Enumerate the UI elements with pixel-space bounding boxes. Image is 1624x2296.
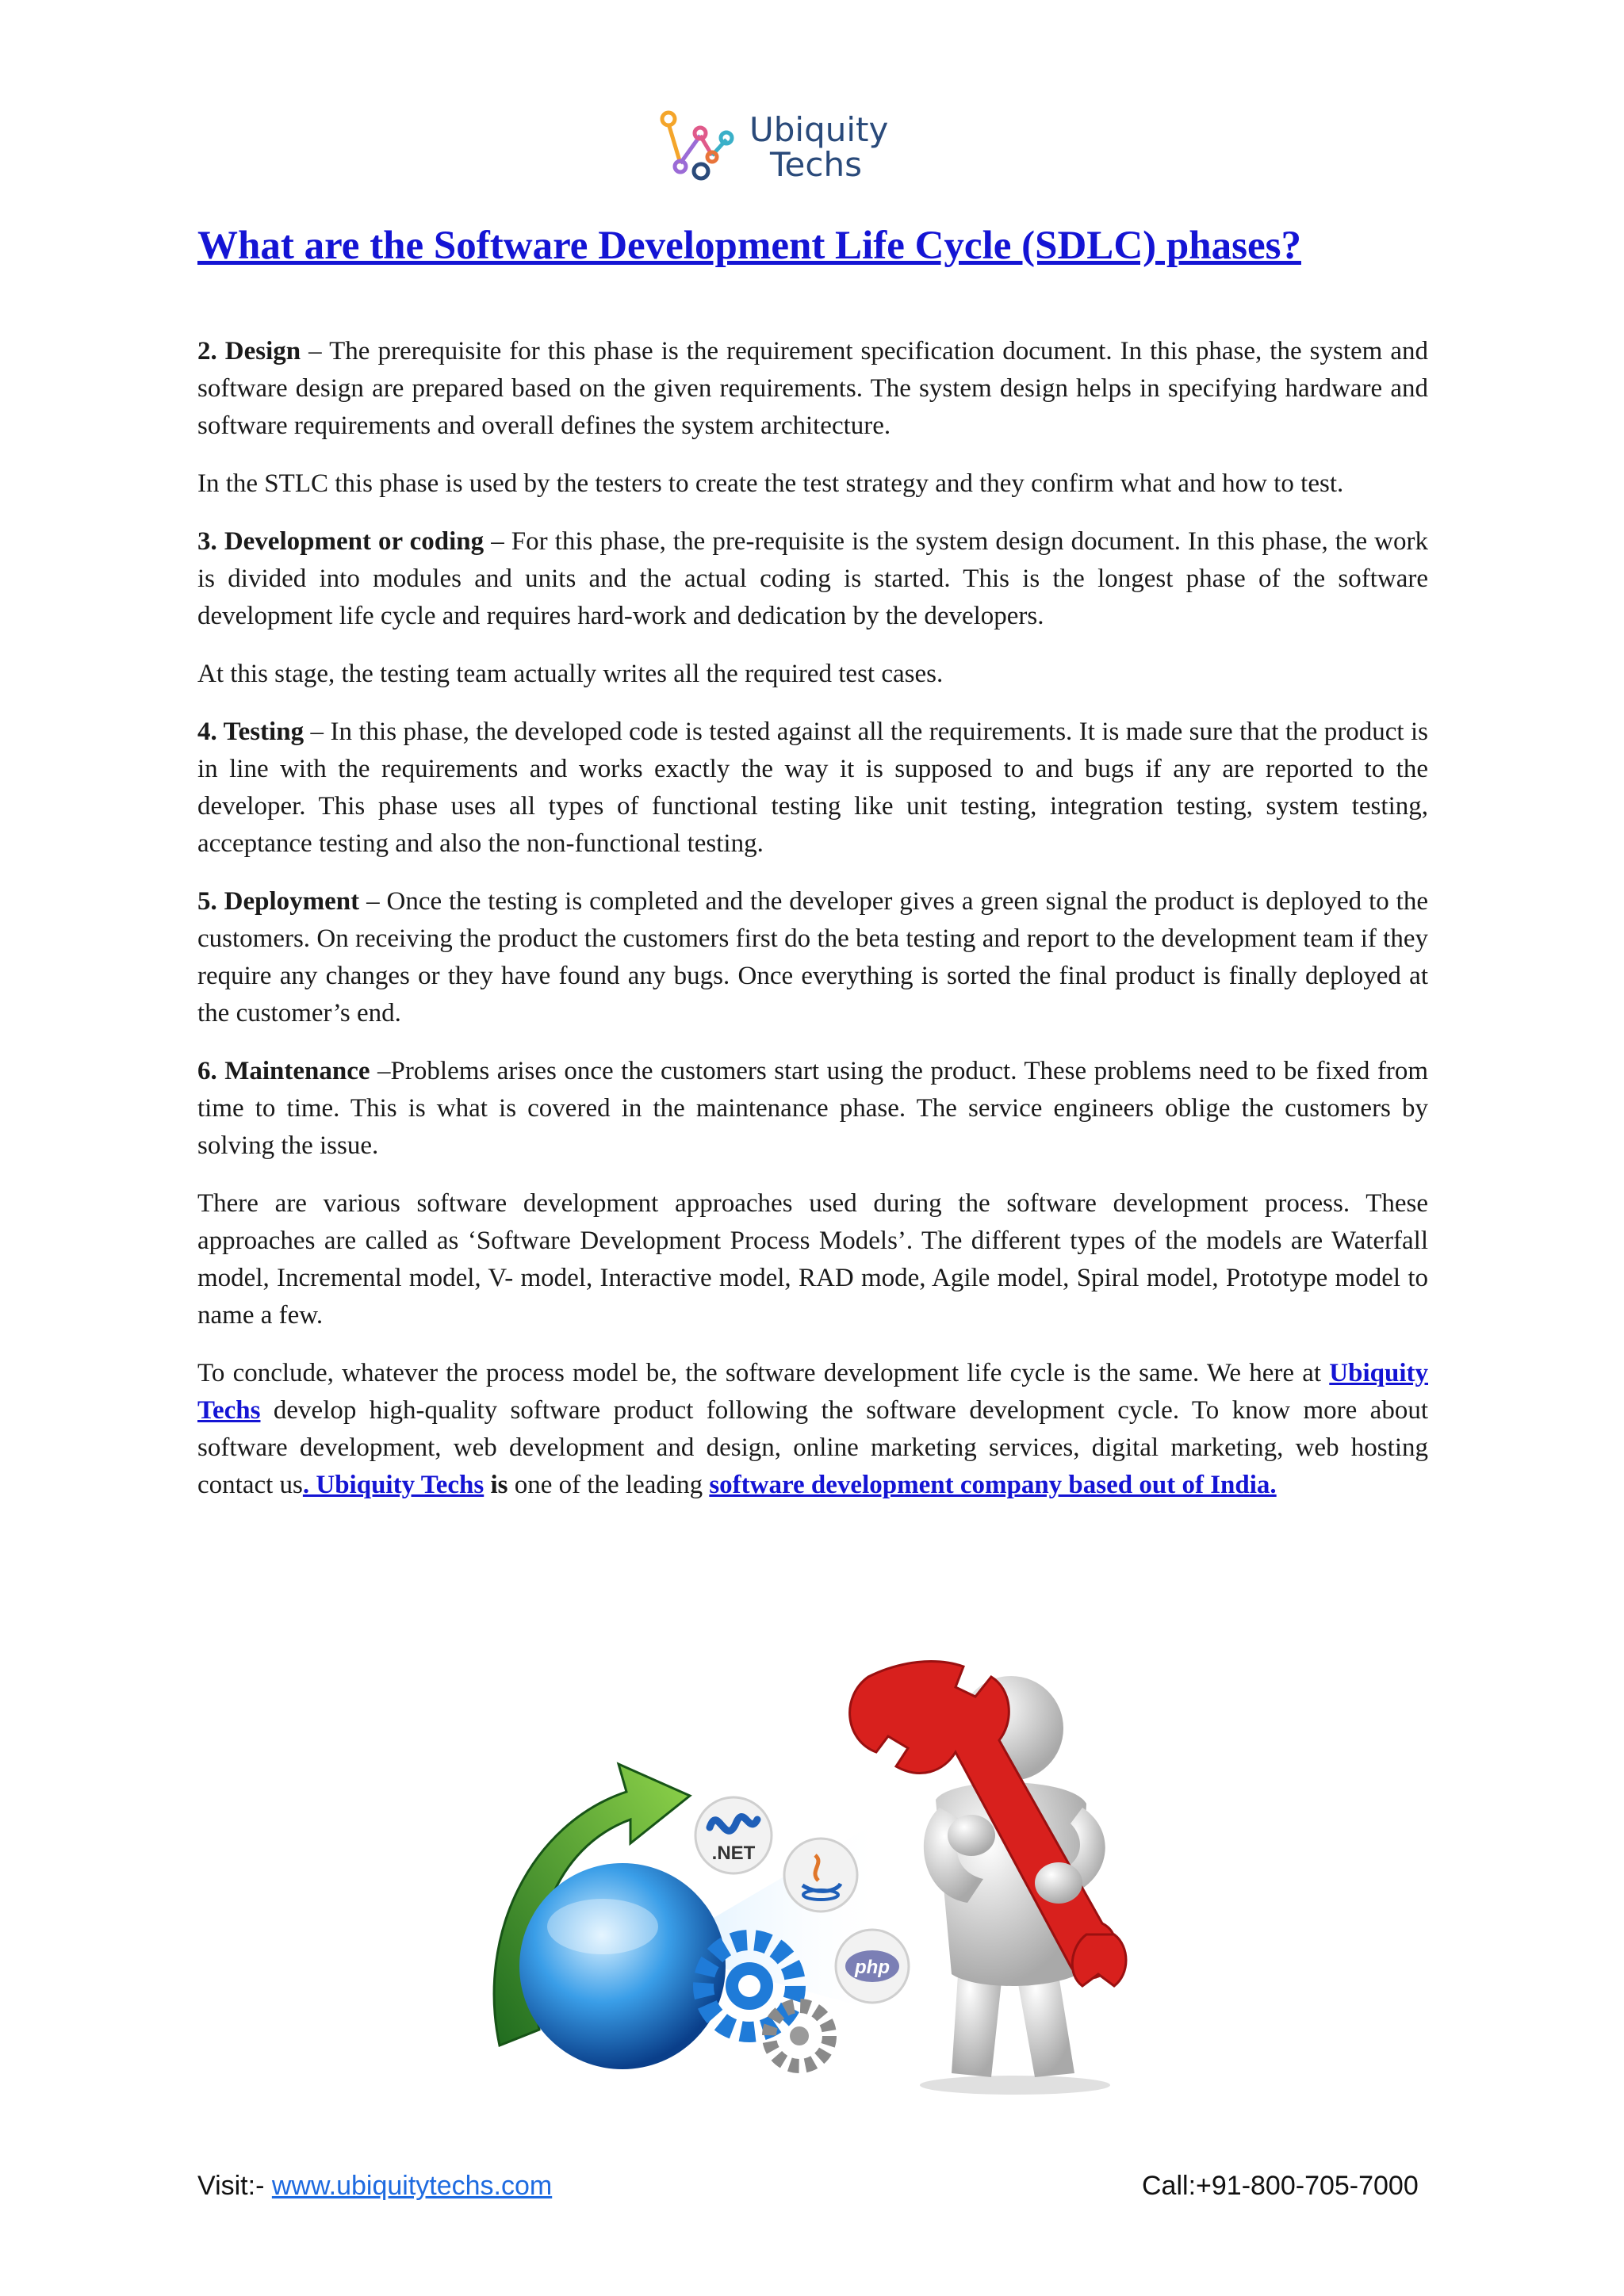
paragraph-design	[197, 333, 1428, 445]
paragraph-stlc: In the STLC this phase is used by the testers to create the test strategy and they confirm what and how to test.	[197, 469, 1344, 498]
software-company-link[interactable]: software development company based out of India.	[709, 1471, 1277, 1499]
conclusion-bold-is: is	[484, 1471, 508, 1499]
conclusion-part-1: To conclude, whatever the process model be, the software development life cycle is the same. We here at	[197, 1359, 1330, 1387]
footer-visit-label: Visit:-	[197, 2171, 272, 2201]
text-design: – The prerequisite for this phase is the requirement specification document. In this phase, the system and software design are prepared based on the given requirements. The system design helps in specifying hardware and software requirements and overall defines the system architecture.	[197, 337, 1428, 440]
php-badge-icon	[836, 1930, 909, 2003]
paragraph-deployment	[197, 883, 1428, 1032]
dotnet-label: .NET	[711, 1843, 756, 1864]
paragraph-testing-note: At this stage, the testing team actually writes all the required test cases.	[197, 660, 944, 688]
website-link[interactable]: www.ubiquitytechs.com	[271, 2171, 553, 2201]
globe-icon	[519, 1863, 726, 2069]
paragraph-models: There are various software development approaches used during the software development process. These approaches are called as ‘Software Development Process Models’. The different types of the models are Waterfall model, Incremental model, V- model, Interactive model, RAD mode, Agile model, Spiral model, Prototype model to name a few.	[197, 1189, 1428, 1330]
text-testing: – In this phase, the developed code is tested against all the requirements. It is made sure that the product is in line with the requirements and works exactly the way it is supposed to and bugs if any are reported to the developer. This phase uses all types of functional testing like unit testing, integration testing, system testing, acceptance testing and also the non-functional testing.	[197, 718, 1428, 858]
logo-wordmark	[749, 110, 889, 184]
heading-development: 3. Development or coding	[197, 527, 485, 556]
conclusion-part-3: one of the leading	[508, 1471, 710, 1499]
heading-maintenance: 6. Maintenance	[197, 1057, 370, 1085]
footer-visit	[197, 2166, 552, 2206]
text-maintenance: –Problems arises once the customers start using the product. These problems need to be fixed from time to time. This is what is covered in the maintenance phase. The service engineers oblige the customers by solving the issue.	[197, 1057, 1428, 1160]
java-badge-icon	[784, 1839, 857, 1911]
heading-testing: 4. Testing	[197, 718, 304, 746]
dotnet-badge-icon	[695, 1797, 772, 1873]
text-development: – For this phase, the pre-requisite is the system design document. In this phase, the work is divided into modules and units and the actual coding is started. This is the longest phase of the software development life cycle and requires hard-work and dedication by the developers.	[197, 527, 1428, 630]
person-with-wrench-icon	[850, 1662, 1126, 2095]
php-label: php	[855, 1957, 890, 1978]
page-footer	[0, 2166, 1624, 2206]
footer-phone: Call:+91-800-705-7000	[1142, 2171, 1419, 2201]
logo-line-1: Ubiquity	[749, 110, 889, 149]
ubiquity-techs-link[interactable]: Ubiquity Techs	[197, 1359, 1428, 1425]
paragraph-development	[197, 523, 1428, 635]
heading-deployment: 5. Deployment	[197, 887, 360, 916]
page-title[interactable]: What are the Software Development Life Cycle (SDLC) phases?	[197, 224, 1301, 268]
conclusion-part-2: develop high-quality software product following the software development cycle. To know more about software development, web development and design, online marketing services, digital marketing, web hosting contact us	[197, 1396, 1428, 1499]
paragraph-testing	[197, 714, 1428, 863]
text-deployment: – Once the testing is completed and the developer gives a green signal the product is deployed to the customers. On receiving the product the customers first do the beta testing and report to the development team if they require any changes or they have found any bugs. Once everything is sorted the final product is finally deployed at the customer’s end.	[197, 887, 1428, 1027]
software-development-illustration	[444, 1633, 1158, 2101]
paragraph-maintenance	[197, 1053, 1428, 1165]
article-body	[197, 333, 1428, 1525]
ubiquity-techs-contact-link[interactable]: . Ubiquity Techs	[302, 1471, 485, 1499]
paragraph-conclusion	[197, 1355, 1428, 1504]
logo-line-2: Techs	[770, 145, 862, 184]
heading-design: 2. Design	[197, 337, 301, 365]
